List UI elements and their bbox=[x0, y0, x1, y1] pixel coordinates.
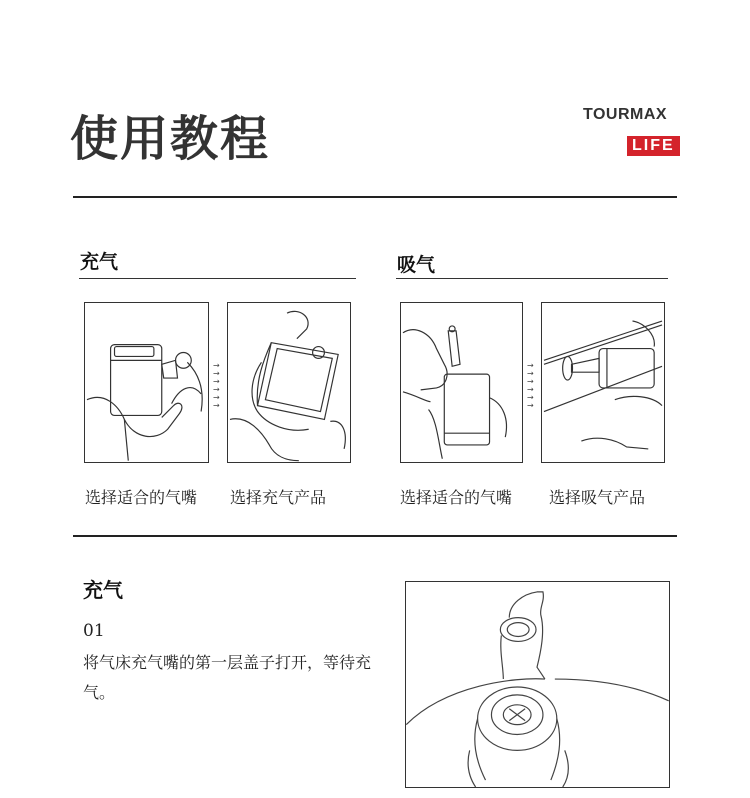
section-divider bbox=[73, 535, 677, 537]
step-number: 01 bbox=[83, 621, 105, 641]
valve-closeup-illustration bbox=[405, 581, 670, 788]
inflate-divider bbox=[79, 278, 356, 279]
deflate-divider bbox=[396, 278, 668, 279]
inflate-caption-2: 选择充气产品 bbox=[230, 488, 327, 507]
header-divider bbox=[73, 196, 677, 198]
hand-inserting-nozzle-icon bbox=[401, 303, 522, 462]
deflate-heading: 吸气 bbox=[397, 254, 436, 276]
page-title: 使用教程 bbox=[70, 111, 271, 167]
brand-name: TOURMAX bbox=[583, 106, 668, 123]
pump-nozzle-illustration bbox=[84, 302, 209, 463]
pump-on-valve-icon bbox=[542, 303, 664, 462]
valve-closeup-icon bbox=[406, 582, 669, 787]
deflate-caption-1: 选择适合的气嘴 bbox=[400, 488, 513, 507]
hand-with-pump-icon bbox=[85, 303, 208, 462]
hand-with-mattress-icon bbox=[228, 303, 350, 462]
inflate-caption-1: 选择适合的气嘴 bbox=[85, 488, 198, 507]
inflate-heading: 充气 bbox=[80, 251, 119, 273]
mattress-illustration bbox=[227, 302, 351, 463]
step-heading: 充气 bbox=[83, 578, 123, 602]
arrow-indicator-icon: → → → → → → bbox=[213, 361, 220, 410]
deflate-caption-2: 选择吸气产品 bbox=[549, 488, 646, 507]
valve-deflate-illustration bbox=[541, 302, 665, 463]
step-description: 将气床充气嘴的第一层盖子打开，等待充气。 bbox=[83, 653, 372, 702]
nozzle-insert-illustration bbox=[400, 302, 523, 463]
brand-tag: LIFE bbox=[627, 136, 680, 156]
arrow-indicator-icon: → → → → → → bbox=[527, 361, 534, 410]
